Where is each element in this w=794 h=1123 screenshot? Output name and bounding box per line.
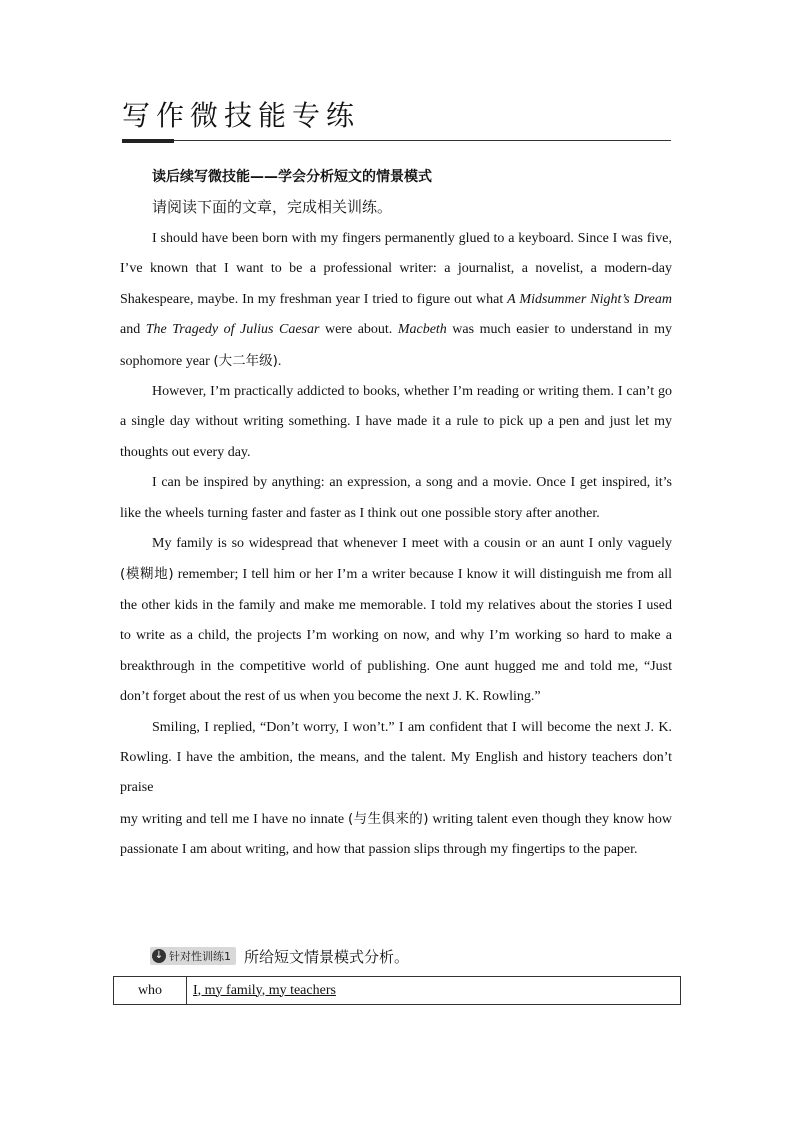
answer-text: I, my family, my teachers [193, 982, 336, 998]
text-run: . [277, 353, 282, 369]
text-run: was much easier to understand in my sophomore year [120, 322, 672, 369]
title-divider [122, 140, 671, 141]
work-title: Macbeth [397, 322, 447, 338]
work-title: The Tragedy of Julius Caesar [145, 322, 320, 338]
section-subheading: 读后续写微技能——学会分析短文的情景模式 [152, 169, 432, 185]
analysis-table [113, 976, 681, 1005]
article-paragraph-6 [120, 804, 672, 866]
chinese-gloss: (模糊地) [120, 566, 174, 583]
table-row [114, 977, 681, 1005]
article-paragraph-2: However, I’m practically addicted to books, whether I’m reading or writing them. I can’t go a single day without writing something. I have made it a rule to pick up a pen and just let my thoughts out every day. [120, 384, 672, 460]
chinese-gloss: (与生俱来的) [347, 810, 429, 827]
text-run: were about. [319, 322, 398, 338]
title-divider-accent [122, 139, 174, 143]
text-run: and [120, 322, 146, 338]
section-instruction: 请阅读下面的文章，完成相关训练。 [152, 198, 393, 216]
article-paragraph-5: Smiling, I replied, “Don’t worry, I won’t.” I am confident that I will become the next J. K. Rowling. I have the ambition, the means, and the talent. My English and history teachers don’t praise [120, 719, 672, 796]
text-run: my writing and tell me I have no innate [120, 811, 348, 827]
exercise-prompt: 所给短文情景模式分析。 [244, 947, 410, 966]
article-paragraph-4 [120, 529, 672, 712]
exercise-header [150, 945, 409, 967]
text-run: My family is so widespread that whenever I meet with a cousin or an aunt I only vaguely [152, 536, 672, 552]
article-paragraph-3: I can be inspired by anything: an expression, a song and a movie. Once I get inspired, it’s like the wheels turning faster and faster as I think out one possible story after another. [120, 475, 672, 521]
work-title: A Midsummer Night’s Dream [507, 291, 672, 307]
table-row-key: who [114, 977, 187, 1005]
page-title: 写作微技能专练 [122, 99, 361, 132]
text-run: remember; I tell him or her I’m a writer because I know it will distinguish me from all the other kids in the family and make me memorable. I told my relatives about the stories I used to write as a child, the projects I’m working on now, and why I’m working so hard to make a breakthrough in the competitive world of publishing. One aunt hugged me and told me, “Just don’t forget about the rest of us when you become the next J. K. Rowling.” [120, 567, 672, 705]
text-run: I should have been born with my fingers permanently glued to a keyboard. Since I was five, I’ve known that I want to be a professional writer: a journalist, a novelist, a modern-day Shakespeare, maybe. In my freshman year I tried to figure out what [120, 231, 672, 307]
exercise-badge [150, 947, 236, 965]
table-row-answer [187, 977, 681, 1005]
article-body [120, 224, 672, 866]
down-arrow-circle-icon: ↓ [152, 949, 166, 963]
text-run: writing talent even though they know how passionate I am about writing, and how that passion slips through my fingertips to the paper. [120, 811, 672, 858]
chinese-gloss: (大二年级) [213, 352, 278, 369]
article-paragraph-1 [120, 224, 672, 377]
exercise-badge-label: 针对性训练1 [169, 950, 231, 963]
